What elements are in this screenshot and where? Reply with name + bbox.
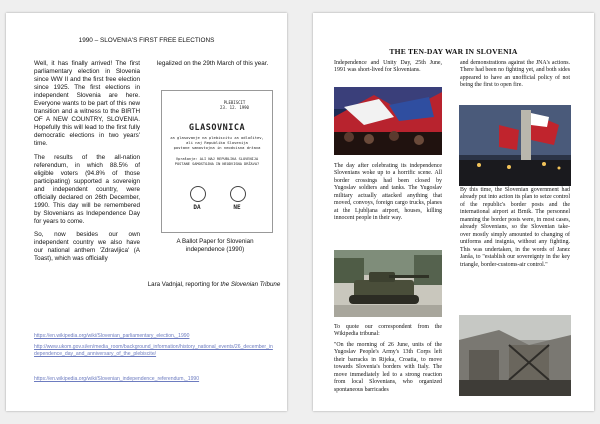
- tanks-photo: [334, 250, 442, 317]
- left-column-1: [34, 60, 140, 268]
- ballot-stamp: PLEBISCIT 23. 12. 1990: [220, 100, 249, 110]
- link-parliamentary-election[interactable]: https://en.wikipedia.org/wiki/Slovenian_parliamentary_election,_1990: [34, 333, 190, 339]
- ballot-line-1: za glasovanje na plebiscitu za odločitev,: [170, 135, 264, 140]
- ballot-line-3: postane samostojna in neodvisna država: [173, 145, 261, 150]
- paragraph-elections: Well, it has finally arrived! The first parliamentary election in Slovenia since WW II and the first free election since 1925. The first elections in independent Slovenia are here. Everyone wants to be part of this new transition and a witness to the BIRTH OF A NEW COUNTRY, SLOVENIA. Hopefully this will lead to the first fully democratic elections in two years' time.: [34, 60, 140, 148]
- paragraph-independence-day: Independence and Unity Day, 25th June, 1991 was short-lived for Slovenians.: [334, 60, 442, 74]
- right-column-1-top: [334, 60, 442, 81]
- left-page-title: 1990 – SLOVENIA'S FIRST FREE ELECTIONS: [78, 37, 215, 44]
- paragraph-quote: "On the morning of 26 June, units of the Yugoslav People's Army's 13th Corps left their barracks in Rijeka, Croatia, to move towards Slovenia's borders with Italy. The move immediately led to a strong reaction from local Slovenians, who organized spontaneous barricades: [334, 341, 442, 393]
- paragraph-border-posts: By this time, the Slovenian government had already put into action its plan to seize control of the republic's border posts and the international airport at Brnik. The personnel manning the border posts were, in most cases, already Slovenians, so the Slovenian take-over mostly simply amounted to changing of uniforms and insignia, without any fighting. This was undertaken, in the words of Janez Janša, to "establish our sovereignty in the key triangle, border-customs-air control.": [460, 187, 570, 268]
- ballot-no-circle: [230, 186, 246, 202]
- right-page: [313, 13, 594, 411]
- byline: [146, 281, 282, 289]
- right-column-2-mid: [460, 187, 570, 275]
- ballot-yes-label: DA: [193, 204, 201, 211]
- right-column-1-mid: [334, 163, 442, 229]
- paragraph-anthem: So, now besides our own independent country we also have our national anthem 'Zdravljica' (A Toast), which was officially: [34, 230, 140, 263]
- ballot-question: Vprašanje: ALI NAJ REPUBLIKA SLOVENIJA POSTANE SAMOSTOJNA IN NEODVISNA DRŽAVA?: [174, 157, 260, 166]
- link-referendum[interactable]: https://en.wikipedia.org/wiki/Slovenian_independence_referendum,_1990: [34, 376, 200, 382]
- ballot-paper-image: [161, 90, 273, 233]
- ballot-caption: A Ballot Paper for Slovenian independence (1990): [176, 238, 254, 253]
- ballot-line-2: ali naj Republika Slovenija: [186, 140, 248, 145]
- right-page-title: THE TEN-DAY WAR IN SLOVENIA: [389, 47, 518, 56]
- paragraph-horrific-scene: The day after celebrating its independence Slovenians woke up to a horrific scene. All border crossings had been closed by Yugoslav soldiers and tanks. The Yugoslav military actually attacked anything that moved, convoys, foreign cargo trucks, planes at the Ljubljana airport, houses, killing innocent people in their way.: [334, 163, 442, 222]
- left-page: [6, 13, 287, 411]
- paragraph-anthem-cont: legalized on the 29th March of this year.: [157, 60, 269, 67]
- byline-author: Lara Vadnjal, reporting for: [147, 281, 219, 288]
- left-column-2: [157, 60, 269, 73]
- flag-celebration-photo: [334, 87, 442, 155]
- paragraph-demonstrations: and demonstrations against the JNA's actions. There had been no fighting yet, and both sides appeared to have an unofficial policy of not being the first to open fire.: [460, 60, 570, 89]
- paragraph-quote-intro: To quote our correspondent from the Wikipedia tribunal:: [334, 324, 442, 338]
- paragraph-referendum: The results of the all-nation referendum, in which 88.5% of eligible voters (94.8% of those participating) supported a sovereign and independent country, were officially declared on 26th December, 1990. This day will be remembered by Slovenians as Independence Day for years to come.: [34, 153, 140, 225]
- right-column-1-bottom: [334, 324, 442, 400]
- link-independence-day[interactable]: http://www.ukom.gov.si/en/media_room/background_information/history_national_events/26_december_independence_day_and_anniversary_of_the_plebiscite/: [34, 344, 273, 358]
- destroyed-building-photo: [459, 315, 571, 396]
- ballot-no-label: NE: [233, 204, 241, 211]
- tower-flags-photo: [459, 105, 571, 186]
- ballot-heading: GLASOVNICA: [188, 123, 246, 133]
- ballot-yes-circle: [190, 186, 206, 202]
- byline-publication: the Slovenian Tribune: [220, 281, 281, 288]
- right-column-2-top: [460, 60, 570, 96]
